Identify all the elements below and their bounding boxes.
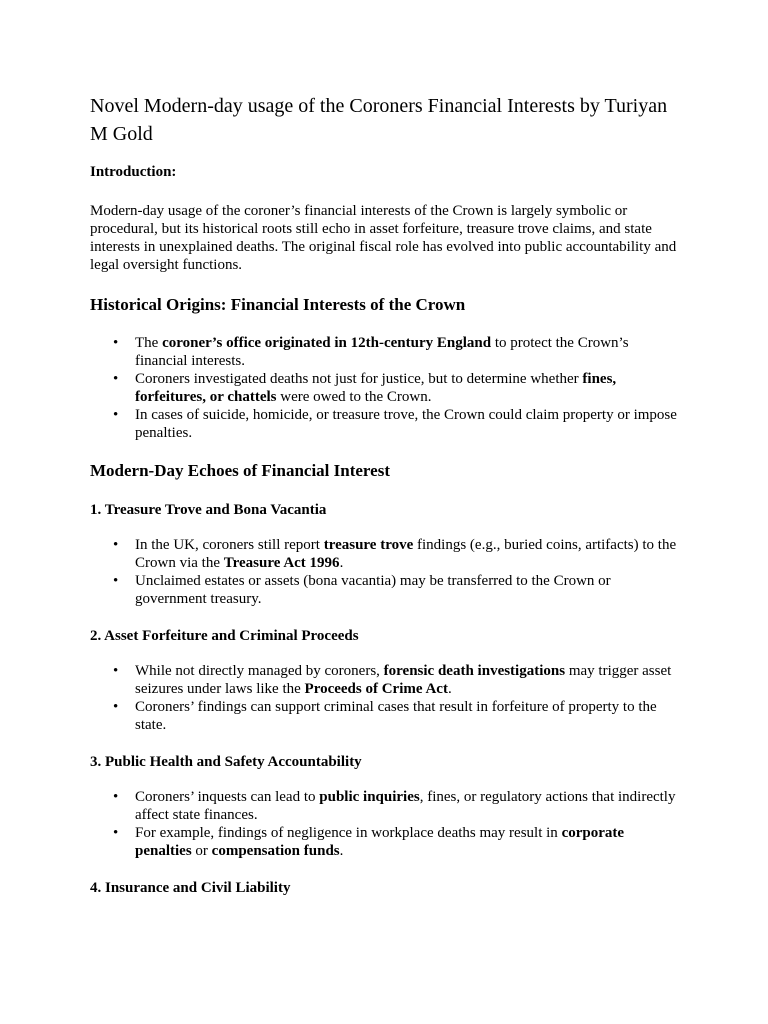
bold-run: Treasure Act 1996 [223, 555, 340, 571]
bold-run: compensation funds [211, 843, 340, 859]
text-run: In cases of suicide, homicide, or treasure trove, the Crown could claim property or impose penalties. [135, 407, 677, 441]
text-run: Coroners investigated deaths not just for justice, but to determine whether [135, 371, 583, 387]
public-health-list [90, 788, 680, 860]
list-item [90, 406, 680, 442]
text-run: For example, findings of negligence in workplace deaths may result in [135, 825, 562, 841]
bold-run: public inquiries [319, 789, 420, 805]
list-item [90, 370, 680, 406]
list-item [90, 662, 680, 698]
modern-day-echoes-heading: Modern-Day Echoes of Financial Interest [90, 461, 390, 480]
bold-run: fines, forfeitures, or chattels [135, 371, 617, 405]
list-item [90, 536, 680, 572]
text-run: Coroners’ findings can support criminal cases that result in forfeiture of property to the state. [135, 699, 657, 733]
text-run: Unclaimed estates or assets (bona vacantia) may be transferred to the Crown or government treasury. [135, 573, 611, 607]
bold-run: treasure trove [323, 537, 414, 553]
bold-run: forensic death investigations [383, 663, 566, 679]
section-public-health-heading: 3. Public Health and Safety Accountability [90, 754, 362, 770]
list-item [90, 788, 680, 824]
list-item [90, 824, 680, 860]
bold-run: Proceeds of Crime Act [304, 681, 448, 697]
asset-forfeiture-list [90, 662, 680, 734]
text-run: While not directly managed by coroners, [135, 663, 384, 679]
text-run: The [135, 335, 163, 351]
introduction-paragraph: Modern-day usage of the coroner’s financial interests of the Crown is largely symbolic or procedural, but its historical roots still echo in asset forfeiture, treasure trove claims, and state interests in unexplained deaths. The original fiscal role has evolved into public accountability and legal oversight functions. [90, 203, 677, 273]
text-run: were owed to the Crown. [276, 389, 432, 405]
document-page [90, 92, 680, 914]
list-item [90, 334, 680, 370]
section-treasure-trove-heading: 1. Treasure Trove and Bona Vacantia [90, 502, 327, 518]
list-item [90, 698, 680, 734]
historical-origins-list [90, 334, 680, 442]
bold-run: coroner’s office originated in 12th-century England [162, 335, 492, 351]
text-run: or [191, 843, 212, 859]
text-run: . [339, 843, 344, 859]
text-run: Coroners’ inquests can lead to [135, 789, 320, 805]
text-run: . [339, 555, 344, 571]
text-run: findings (e.g., buried coins, artifacts) to the Crown via the [135, 537, 677, 571]
introduction-heading: Introduction: [90, 164, 177, 180]
list-item [90, 572, 680, 608]
historical-origins-heading: Historical Origins: Financial Interests of the Crown [90, 295, 466, 314]
treasure-trove-list [90, 536, 680, 608]
section-asset-forfeiture-heading: 2. Asset Forfeiture and Criminal Proceeds [90, 628, 359, 644]
text-run: . [447, 681, 452, 697]
text-run: In the UK, coroners still report [135, 537, 324, 553]
text-run: may trigger asset seizures under laws like the [135, 663, 672, 697]
text-run: , fines, or regulatory actions that indirectly affect state finances. [135, 789, 676, 823]
document-title: Novel Modern-day usage of the Coroners Financial Interests by Turiyan M Gold [90, 95, 668, 145]
section-insurance-heading: 4. Insurance and Civil Liability [90, 880, 291, 896]
bold-run: corporate penalties [135, 825, 625, 859]
text-run: to protect the Crown’s financial interests. [135, 335, 629, 369]
